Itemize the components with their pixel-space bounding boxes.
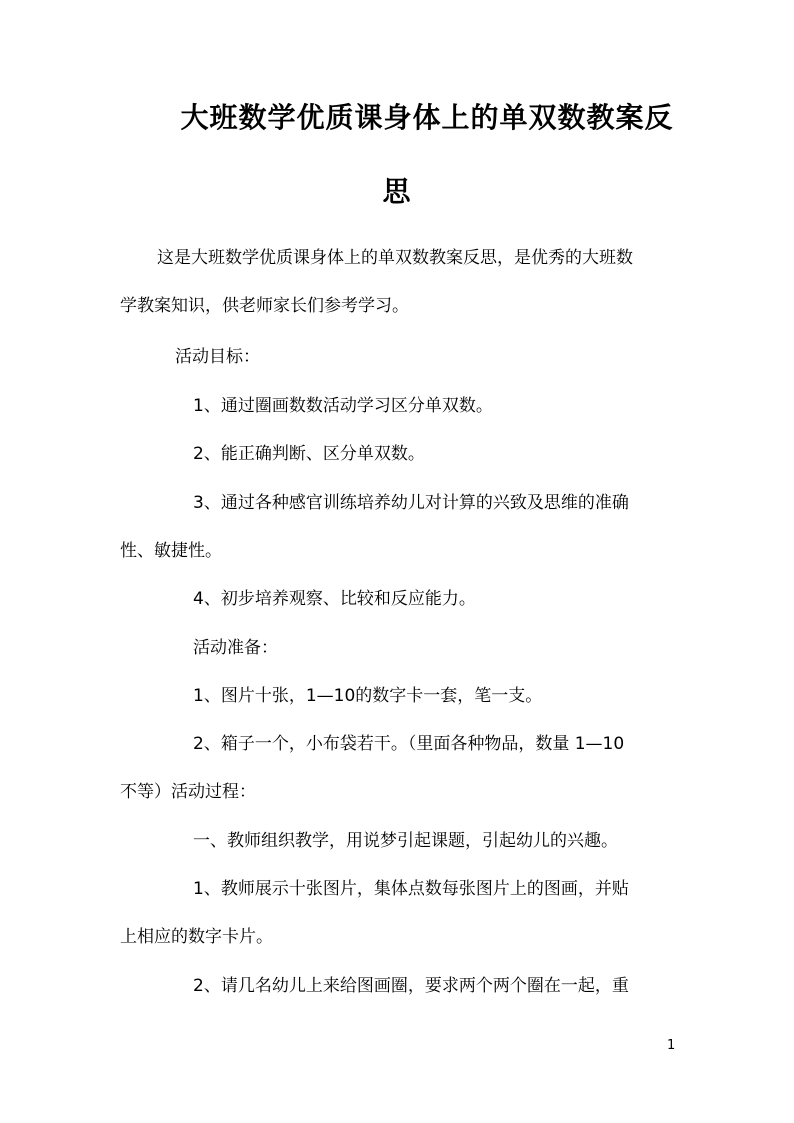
document-title-line-2: 思 bbox=[382, 175, 412, 208]
prep-item-2-line-1: 2、箱子一个，小布袋若干。（里面各种物品，数量 1—10 bbox=[193, 734, 625, 754]
step-1-item-1-line-1: 1、教师展示十张图片，集体点数每张图片上的图画，并贴 bbox=[193, 879, 629, 899]
paragraph-intro-line-2: 学教案知识，供老师家长们参考学习。 bbox=[120, 296, 409, 316]
goal-item-3-line-1: 3、通过各种感官训练培养幼儿对计算的兴致及思维的准确 bbox=[193, 493, 629, 513]
document-title-line-1: 大班数学优质课身体上的单双数教案反 bbox=[180, 101, 674, 134]
prep-heading: 活动准备： bbox=[193, 638, 278, 658]
page-number: 1 bbox=[667, 1038, 676, 1053]
prep-item-2-line-2: 不等）活动过程： bbox=[120, 782, 256, 802]
goal-item-1: 1、通过圈画数数活动学习区分单双数。 bbox=[193, 396, 493, 416]
step-1-item-2: 2、请几名幼儿上来给图画圈，要求两个两个圈在一起，重 bbox=[193, 976, 629, 996]
goal-item-3-line-2: 性、敏捷性。 bbox=[120, 541, 222, 561]
goal-item-2: 2、能正确判断、区分单双数。 bbox=[193, 444, 425, 464]
prep-item-1: 1、图片十张，1—10的数字卡一套，笔一支。 bbox=[193, 686, 543, 706]
goal-item-4: 4、初步培养观察、比较和反应能力。 bbox=[193, 589, 476, 609]
step-1: 一、教师组织教学，用说梦引起课题，引起幼儿的兴趣。 bbox=[193, 831, 618, 851]
paragraph-intro-line-1: 这是大班数学优质课身体上的单双数教案反思，是优秀的大班数 bbox=[157, 248, 633, 268]
goal-heading: 活动目标： bbox=[175, 347, 260, 367]
step-1-item-1-line-2: 上相应的数字卡片。 bbox=[120, 927, 273, 947]
